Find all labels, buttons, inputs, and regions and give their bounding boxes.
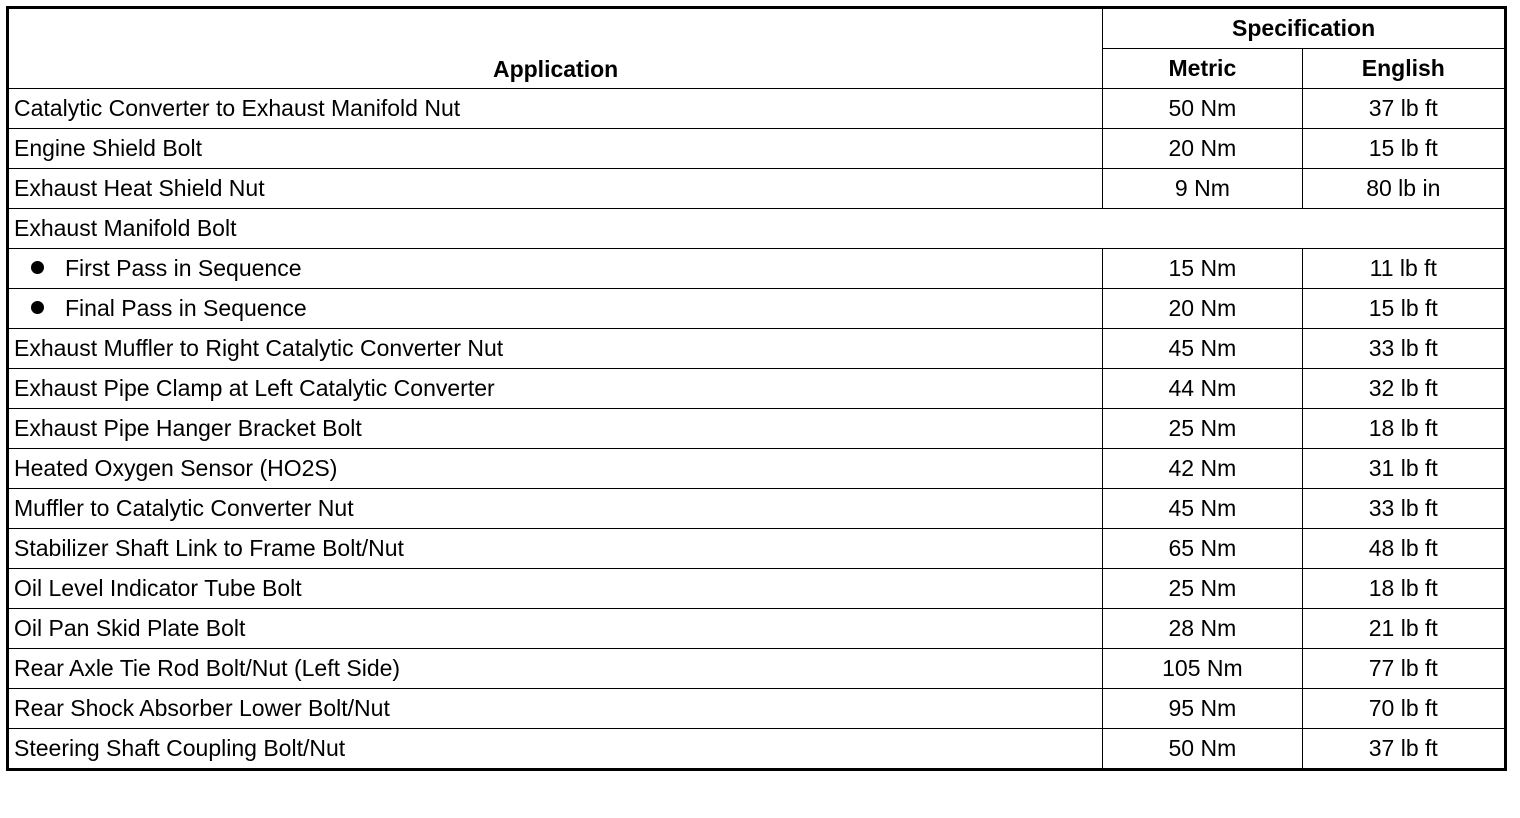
metric-cell: 20 Nm — [1103, 289, 1302, 329]
table-header — [8, 8, 1506, 89]
table-row — [8, 409, 1506, 449]
application-cell: Oil Level Indicator Tube Bolt — [8, 569, 1103, 609]
sub-item-label: Final Pass in Sequence — [65, 295, 307, 321]
metric-cell: 50 Nm — [1103, 89, 1302, 129]
header-english: English — [1302, 49, 1505, 89]
application-cell: Stabilizer Shaft Link to Frame Bolt/Nut — [8, 529, 1103, 569]
metric-cell: 95 Nm — [1103, 689, 1302, 729]
application-cell: Steering Shaft Coupling Bolt/Nut — [8, 729, 1103, 770]
table-row — [8, 569, 1506, 609]
english-cell: 37 lb ft — [1302, 89, 1505, 129]
sub-item-label: First Pass in Sequence — [65, 255, 302, 281]
application-cell: Exhaust Pipe Clamp at Left Catalytic Converter — [8, 369, 1103, 409]
header-specification: Specification — [1103, 8, 1506, 49]
table-row — [8, 289, 1506, 329]
metric-cell: 28 Nm — [1103, 609, 1302, 649]
table-row — [8, 689, 1506, 729]
english-cell: 21 lb ft — [1302, 609, 1505, 649]
application-cell — [8, 249, 1103, 289]
metric-cell: 45 Nm — [1103, 329, 1302, 369]
metric-cell: 45 Nm — [1103, 489, 1302, 529]
group-header-row — [8, 209, 1506, 249]
table-row — [8, 89, 1506, 129]
english-cell: 48 lb ft — [1302, 529, 1505, 569]
group-title: Exhaust Manifold Bolt — [8, 209, 1506, 249]
metric-cell: 9 Nm — [1103, 169, 1302, 209]
english-cell: 18 lb ft — [1302, 569, 1505, 609]
english-cell: 77 lb ft — [1302, 649, 1505, 689]
metric-cell: 44 Nm — [1103, 369, 1302, 409]
application-cell: Exhaust Heat Shield Nut — [8, 169, 1103, 209]
application-cell: Exhaust Pipe Hanger Bracket Bolt — [8, 409, 1103, 449]
table-row — [8, 489, 1506, 529]
english-cell: 15 lb ft — [1302, 289, 1505, 329]
application-cell: Muffler to Catalytic Converter Nut — [8, 489, 1103, 529]
english-cell: 31 lb ft — [1302, 449, 1505, 489]
bullet-icon — [31, 301, 44, 314]
metric-cell: 25 Nm — [1103, 409, 1302, 449]
bullet-icon — [31, 261, 44, 274]
application-cell: Exhaust Muffler to Right Catalytic Converter Nut — [8, 329, 1103, 369]
header-application: Application — [8, 8, 1103, 89]
table-row — [8, 609, 1506, 649]
table-body — [8, 89, 1506, 770]
table-row — [8, 369, 1506, 409]
header-metric: Metric — [1103, 49, 1302, 89]
metric-cell: 50 Nm — [1103, 729, 1302, 770]
table-row — [8, 249, 1506, 289]
metric-cell: 65 Nm — [1103, 529, 1302, 569]
table-row — [8, 329, 1506, 369]
metric-cell: 20 Nm — [1103, 129, 1302, 169]
english-cell: 15 lb ft — [1302, 129, 1505, 169]
english-cell: 32 lb ft — [1302, 369, 1505, 409]
table-row — [8, 129, 1506, 169]
application-cell: Engine Shield Bolt — [8, 129, 1103, 169]
application-cell: Catalytic Converter to Exhaust Manifold Nut — [8, 89, 1103, 129]
metric-cell: 25 Nm — [1103, 569, 1302, 609]
application-cell — [8, 289, 1103, 329]
fastener-specification-table — [6, 6, 1507, 771]
application-cell: Rear Axle Tie Rod Bolt/Nut (Left Side) — [8, 649, 1103, 689]
english-cell: 33 lb ft — [1302, 489, 1505, 529]
table-row — [8, 529, 1506, 569]
table-row — [8, 449, 1506, 489]
english-cell: 18 lb ft — [1302, 409, 1505, 449]
table-row — [8, 649, 1506, 689]
application-cell: Heated Oxygen Sensor (HO2S) — [8, 449, 1103, 489]
table-row — [8, 169, 1506, 209]
english-cell: 70 lb ft — [1302, 689, 1505, 729]
english-cell: 80 lb in — [1302, 169, 1505, 209]
application-cell: Oil Pan Skid Plate Bolt — [8, 609, 1103, 649]
english-cell: 33 lb ft — [1302, 329, 1505, 369]
metric-cell: 105 Nm — [1103, 649, 1302, 689]
table-row — [8, 729, 1506, 770]
english-cell: 11 lb ft — [1302, 249, 1505, 289]
application-cell: Rear Shock Absorber Lower Bolt/Nut — [8, 689, 1103, 729]
metric-cell: 15 Nm — [1103, 249, 1302, 289]
english-cell: 37 lb ft — [1302, 729, 1505, 770]
metric-cell: 42 Nm — [1103, 449, 1302, 489]
